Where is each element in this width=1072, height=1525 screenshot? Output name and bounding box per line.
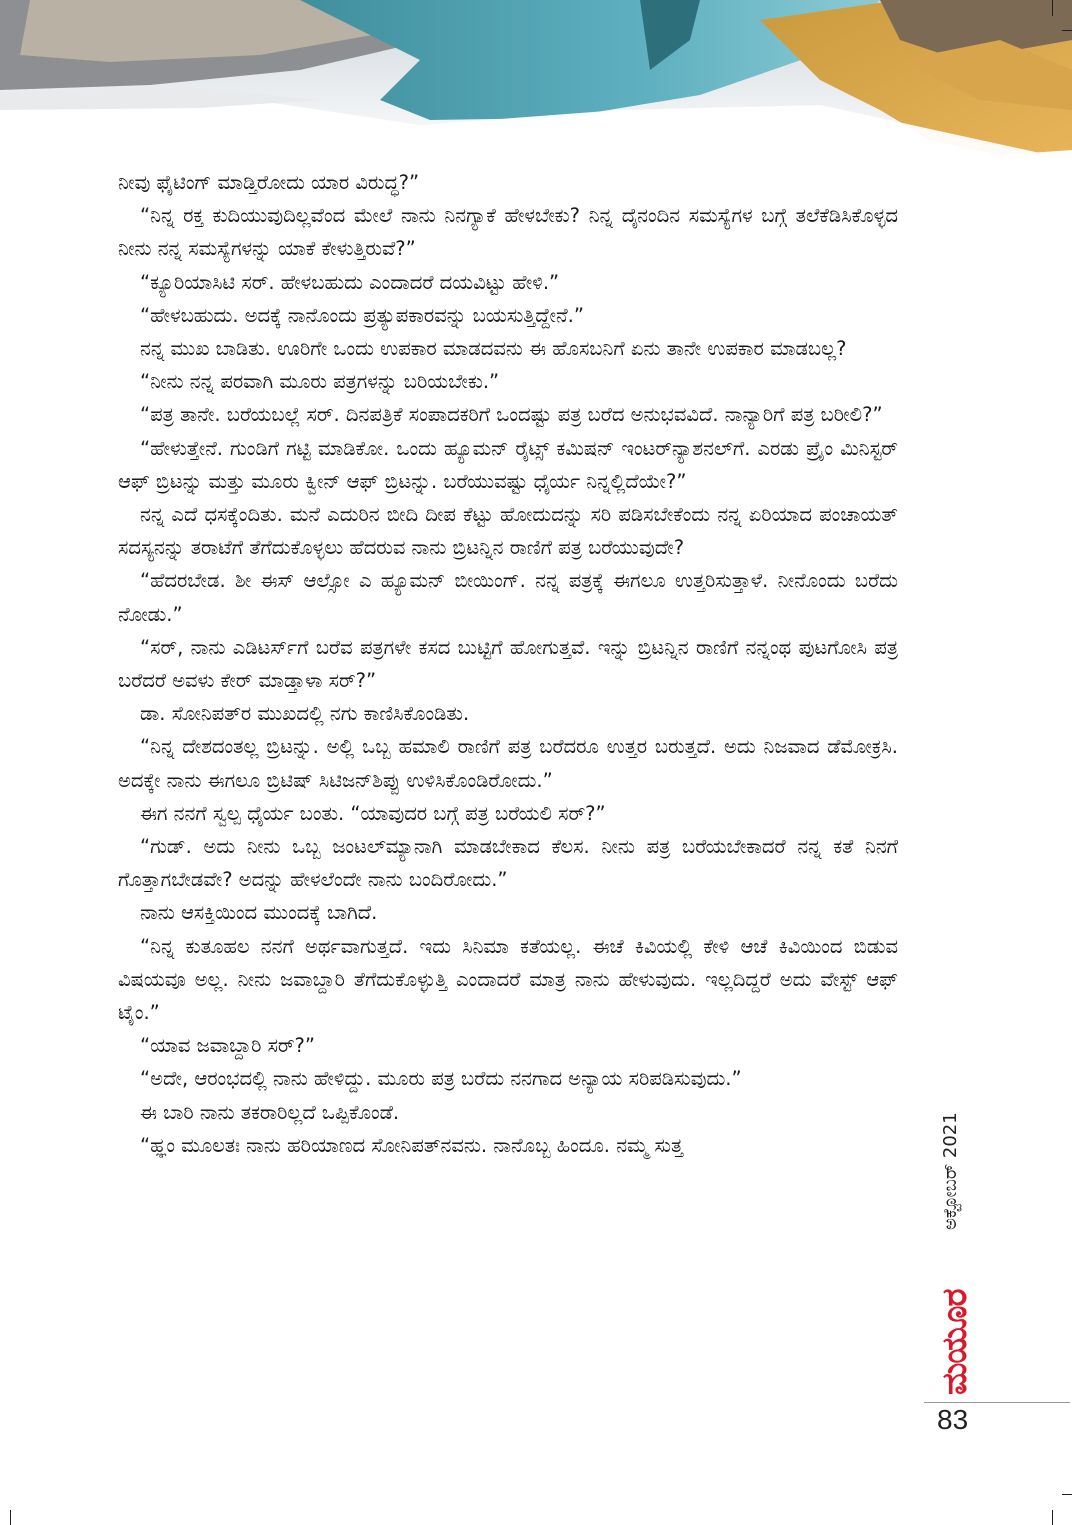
paragraph: ನನ್ನ ಎದೆ ಧಸಕ್ಕೆಂದಿತು. ಮನೆ ಎದುರಿನ ಬೀದಿ ದೀಪ ಕೆಟ್ಟು ಹೋದುದನ್ನು ಸರಿ ಪಡಿಸಬೇಕೆಂದು ನನ್ನ ಏರಿಯಾದ ಪಂಚಾಯತ್ ಸದಸ್ಯನನ್ನು ತರಾಟೆಗೆ ತೆಗೆದುಕೊಳ್ಳಲು ಹೆದರುವ ನಾನು ಬ್ರಿಟನ್ನಿನ ರಾಣಿಗೆ ಪತ್ರ ಬರೆಯುವುದೇ? bbox=[118, 503, 898, 560]
paragraph: “ನಿನ್ನ ಕುತೂಹಲ ನನಗೆ ಅರ್ಥವಾಗುತ್ತದೆ. ಇದು ಸಿನಿಮಾ ಕತೆಯಲ್ಲ. ಈಚೆ ಕಿವಿಯಲ್ಲಿ ಕೇಳಿ ಆಚೆ ಕಿವಿಯಿಂದ ಬಿಡುವ ವಿಷಯವೂ ಅಲ್ಲ. ನೀನು ಜವಾಬ್ದಾರಿ ತೆಗೆದುಕೊಳ್ಳುತ್ತಿ ಎಂದಾದರೆ ಮಾತ್ರ ನಾನು ಹೇಳುವುದು. ಇಲ್ಲದಿದ್ದರೆ ಅದು ವೇಸ್ಟ್ ಆಫ್ ಟೈಂ.” bbox=[118, 934, 898, 1025]
magazine-logo: ಮಯೂರ bbox=[935, 1289, 975, 1395]
paragraph: “ನಿನ್ನ ರಕ್ತ ಕುದಿಯುವುದಿಲ್ಲವೆಂದ ಮೇಲೆ ನಾನು ನಿನಗ್ಯಾಕೆ ಹೇಳಬೇಕು? ನಿನ್ನ ದೈನಂದಿನ ಸಮಸ್ಯೆಗಳ ಬಗ್ಗೆ ತಲೆಕೆಡಿಸಿಕೊಳ್ಳದ ನೀನು ನನ್ನ ಸಮಸ್ಯೆಗಳನ್ನು ಯಾಕೆ ಕೇಳುತ್ತಿರುವೆ?” bbox=[118, 204, 898, 261]
paragraph: “ಹೆದರಬೇಡ. ಶೀ ಈಸ್ ಆಲ್ಸೋ ಎ ಹ್ಯೂಮನ್ ಬೀಯಿಂಗ್. ನನ್ನ ಪತ್ರಕ್ಕೆ ಈಗಲೂ ಉತ್ತರಿಸುತ್ತಾಳೆ. ನೀನೊಂದು ಬರೆದು ನೋಡು.” bbox=[118, 569, 898, 626]
crop-mark bbox=[1052, 1510, 1053, 1525]
issue-date: ಅಕ್ಟೋಬರ್ 2021 bbox=[940, 1112, 961, 1230]
crop-mark bbox=[1052, 0, 1053, 16]
crop-mark bbox=[1062, 1494, 1072, 1495]
paragraph: “ನಿನ್ನ ದೇಶದಂತಲ್ಲ ಬ್ರಿಟನ್ನು. ಅಲ್ಲಿ ಒಬ್ಬ ಹಮಾಲಿ ರಾಣಿಗೆ ಪತ್ರ ಬರೆದರೂ ಉತ್ತರ ಬರುತ್ತದೆ. ಅದು ನಿಜವಾದ ಡೆಮೋಕ್ರಸಿ. ಅದಕ್ಕೇ ನಾನು ಈಗಲೂ ಬ್ರಿಟಿಷ್ ಸಿಟಿಜನ್‌ಶಿಪ್ಪು ಉಳಿಸಿಕೊಂಡಿರೋದು.” bbox=[118, 735, 898, 792]
paragraph: “ಹೇಳಬಹುದು. ಅದಕ್ಕೆ ನಾನೊಂದು ಪ್ರತ್ಯುಪಕಾರವನ್ನು ಬಯಸುತ್ತಿದ್ದೇನೆ.” bbox=[140, 303, 584, 327]
crop-mark bbox=[1062, 30, 1072, 31]
paragraph: “ಅದೇ, ಆರಂಭದಲ್ಲಿ ನಾನು ಹೇಳಿದ್ದು. ಮೂರು ಪತ್ರ ಬರೆದು ನನಗಾದ ಅನ್ಯಾಯ ಸರಿಪಡಿಸುವುದು.” bbox=[140, 1067, 742, 1091]
paragraph: “ಕ್ಯೂರಿಯಾಸಿಟಿ ಸರ್. ಹೇಳಬಹುದು ಎಂದಾದರೆ ದಯವಿಟ್ಟು ಹೇಳಿ.” bbox=[140, 270, 560, 294]
paragraph: “ಪತ್ರ ತಾನೇ. ಬರೆಯಬಲ್ಲೆ ಸರ್. ದಿನಪತ್ರಿಕೆ ಸಂಪಾದಕರಿಗೆ ಒಂದಷ್ಟು ಪತ್ರ ಬರೆದ ಅನುಭವವಿದೆ. ನಾನ್ಯಾರಿಗೆ ಪತ್ರ ಬರೀಲಿ?” bbox=[140, 403, 883, 427]
paragraph: “ಯಾವ ಜವಾಬ್ದಾರಿ ಸರ್?” bbox=[140, 1034, 316, 1058]
article-body bbox=[118, 166, 898, 1162]
paragraph: “ನೀನು ನನ್ನ ಪರವಾಗಿ ಮೂರು ಪತ್ರಗಳನ್ನು ಬರಿಯಬೇಕು.” bbox=[140, 370, 500, 394]
paragraph: “ಸರ್, ನಾನು ಎಡಿಟರ್ಸ್‌ಗೆ ಬರೆವ ಪತ್ರಗಳೇ ಕಸದ ಬುಟ್ಟಿಗೆ ಹೋಗುತ್ತವೆ. ಇನ್ನು ಬ್ರಿಟನ್ನಿನ ರಾಣಿಗೆ ನನ್ನಂಥ ಪುಟಗೋಸಿ ಪತ್ರ ಬರೆದರೆ ಅವಳು ಕೇರ್ ಮಾಡ್ತಾಳಾ ಸರ್?” bbox=[118, 635, 898, 693]
crop-mark bbox=[10, 1510, 11, 1525]
paragraph: ಈ ಬಾರಿ ನಾನು ತಕರಾರಿಲ್ಲದೆ ಒಪ್ಪಿಕೊಂಡೆ. bbox=[140, 1100, 400, 1124]
paragraph: “ಹೇಳುತ್ತೇನೆ. ಗುಂಡಿಗೆ ಗಟ್ಟಿ ಮಾಡಿಕೋ. ಒಂದು ಹ್ಯೂಮನ್ ರೈಟ್ಸ್ ಕಮಿಷನ್ ಇಂಟರ್‌ನ್ಯಾಶನಲ್‌ಗೆ. ಎರಡು ಪ್ರೈಂ ಮಿನಿಸ್ಟರ್ ಆಫ್ ಬ್ರಿಟನ್ನು ಮತ್ತು ಮೂರು ಕ್ವೀನ್ ಆಫ್ ಬ್ರಿಟನ್ನು. ಬರೆಯುವಷ್ಟು ಧೈರ್ಯ ನಿನ್ನಲ್ಲಿದೆಯೇ?” bbox=[118, 436, 898, 493]
paragraph: “ಹ್ಞಂ ಮೂಲತಃ ನಾನು ಹರಿಯಾಣದ ಸೋನಿಪತ್‌ನವನು. ನಾನೊಬ್ಬ ಹಿಂದೂ. ನಮ್ಮ ಸುತ್ತ bbox=[140, 1133, 683, 1157]
paragraph: “ಗುಡ್. ಅದು ನೀನು ಒಬ್ಬ ಜಂಟಲ್‌ಮ್ಯಾನಾಗಿ ಮಾಡಬೇಕಾದ ಕೆಲಸ. ನೀನು ಪತ್ರ ಬರೆಯಬೇಕಾದರೆ ನನ್ನ ಕತೆ ನಿನಗೆ ಗೊತ್ತಾಗಬೇಡವೇ? ಅದನ್ನು ಹೇಳಲೆಂದೇ ನಾನು ಬಂದಿರೋದು.” bbox=[118, 835, 898, 892]
paragraph: ನಾನು ಆಸಕ್ತಿಯಿಂದ ಮುಂದಕ್ಕೆ ಬಾಗಿದೆ. bbox=[140, 901, 378, 925]
paragraph: ಈಗ ನನಗೆ ಸ್ವಲ್ಪ ಧೈರ್ಯ ಬಂತು. “ಯಾವುದರ ಬಗ್ಗೆ ಪತ್ರ ಬರೆಯಲಿ ಸರ್?” bbox=[140, 801, 606, 825]
paragraph: ಡಾ. ಸೋನಿಪತ್‌ರ ಮುಖದಲ್ಲಿ ನಗು ಕಾಣಿಸಿಕೊಂಡಿತು. bbox=[140, 702, 470, 726]
page-number: 83 bbox=[937, 1404, 969, 1435]
paragraph: ನೀವು ಫೈಟಿಂಗ್ ಮಾಡ್ತಿರೋದು ಯಾರ ವಿರುದ್ಧ?” bbox=[118, 171, 420, 194]
paragraph: ನನ್ನ ಮುಖ ಬಾಡಿತು. ಊರಿಗೇ ಒಂದು ಉಪಕಾರ ಮಾಡದವನು ಈ ಹೊಸಬನಿಗೆ ಏನು ತಾನೇ ಉಪಕಾರ ಮಾಡಬಲ್ಲ? bbox=[140, 337, 847, 361]
header-illustration bbox=[0, 0, 1072, 162]
footer-rule bbox=[924, 1402, 1070, 1403]
